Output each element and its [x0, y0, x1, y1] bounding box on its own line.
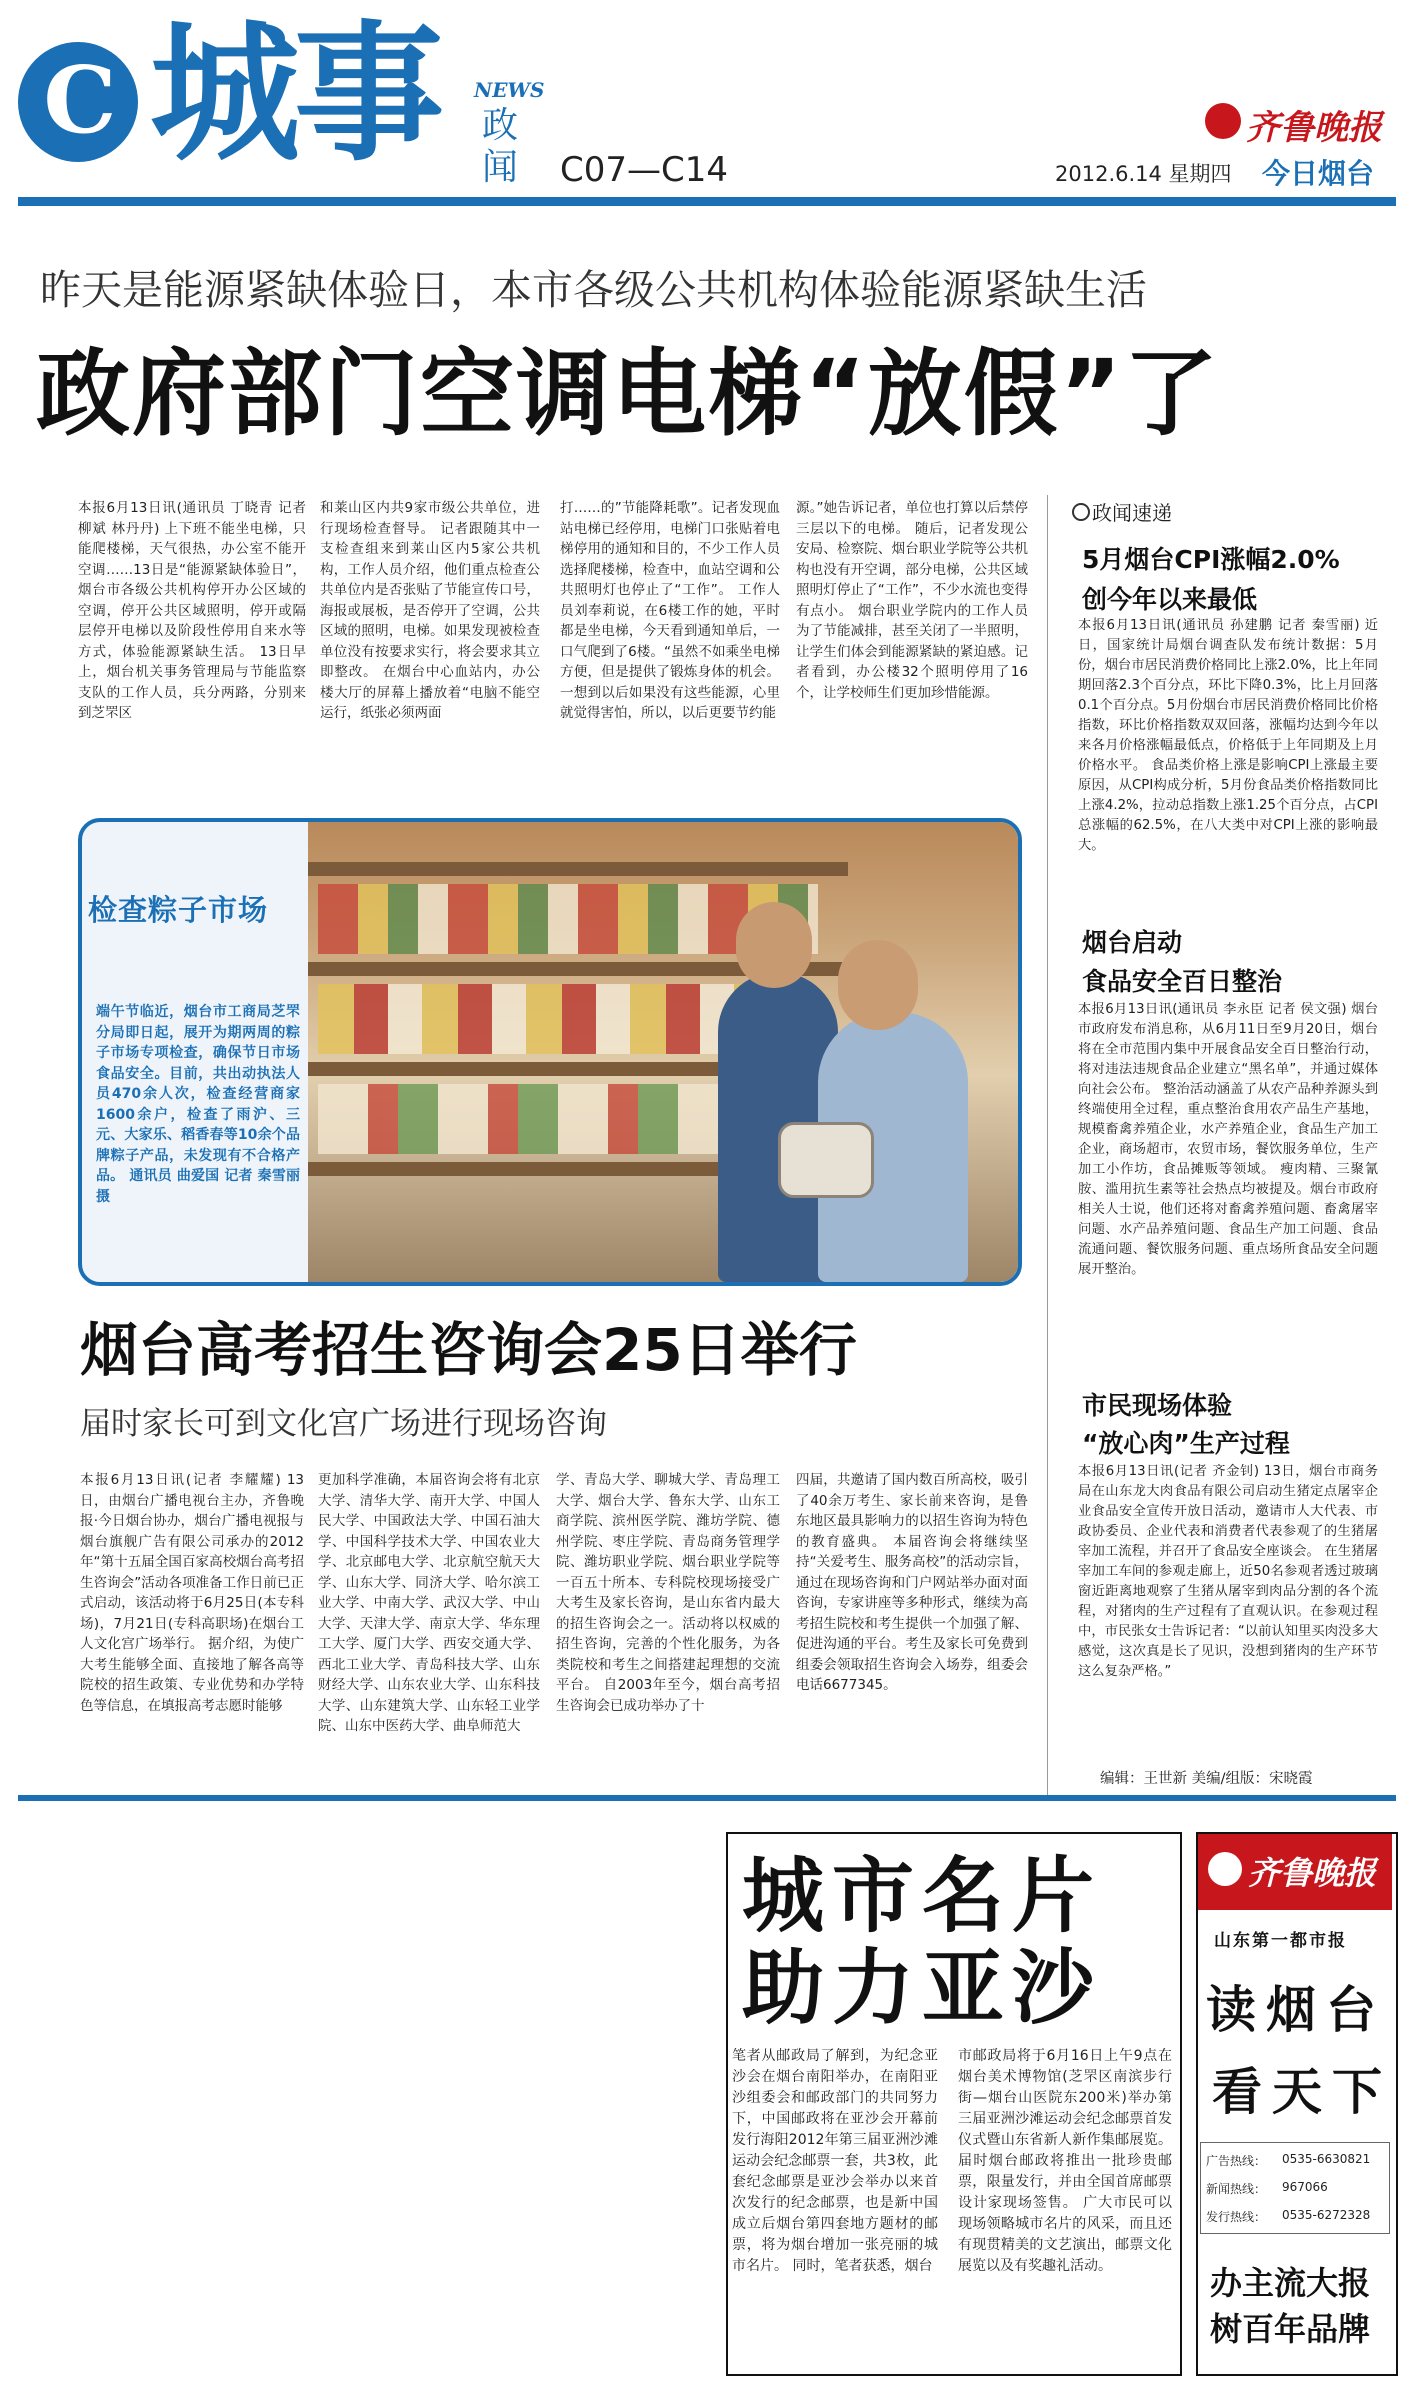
- page-range: C07—C14: [560, 150, 729, 190]
- ad-phone-2-label: 新闻热线：: [1206, 2182, 1267, 2196]
- sub-title-2: 闻: [482, 147, 519, 188]
- ad-phone-3-value: 0535-6272328: [1282, 2208, 1371, 2222]
- ad-phone-2-value: 967066: [1282, 2180, 1328, 2194]
- paper-logo-top: [1205, 103, 1241, 139]
- sidebar-item-2-title-1: 烟台启动: [1082, 928, 1183, 957]
- c-section-letter: C: [43, 46, 117, 154]
- ad-big-1: 读烟台: [1206, 1980, 1386, 2039]
- bottom-headline-2: 助力亚沙: [742, 1940, 1103, 2036]
- sidebar-item-1-title-1: 5月烟台CPI涨幅2.0%: [1082, 545, 1340, 574]
- bottom-headline-1: 城市名片: [742, 1848, 1103, 1944]
- sidebar-item-1-title-2: 创今年以来最低: [1082, 585, 1258, 614]
- bottom-column-2: 市邮政局将于6月16日上午9点在烟台美术博物馆(芝罘区南滨步行街—烟台山医院东200米)举办第三届亚洲沙滩运动会纪念邮票首发仪式暨山东省新人新作集邮展览。届时烟台邮政将推出一批珍贵邮票，限量发行，并由全国首席邮票设计家现场签售。 广大市民可以现场领略城市名片的风采，而且还有现贯精美的文艺演出，邮票文化展览以及有奖趣礼活动。: [958, 2048, 1172, 2274]
- gaokao-column-3: 学、青岛大学、聊城大学、青岛理工大学、烟台大学、鲁东大学、山东工商学院、滨州医学院、潍坊学院、德州学院、枣庄学院、青岛商务管理学院、潍坊职业学院、烟台职业学院等一百五十所本、专科院校现场接受广大考生及家长咨询，是山东省内最大的招生咨询会之一。活动将以权威的招生咨询，完善的个性化服务，为各类院校和考生之间搭建起理想的交流平台。 自2003年至今，烟台高考招生咨询会已成功举办了十: [556, 1472, 780, 1714]
- lead-column-3: 打……的”节能降耗歌”。记者发现血站电梯已经停用，电梯门口张贴着电梯停用的通知和目的，不少工作人员选择爬楼梯，检查中，血站空调和公共照明灯也停止了“工作”。 工作人员刘奉莉说，在6楼工作的她，平时都是坐电梯，今天看到通知单后，一口气爬到了6楼。“虽然不如乘坐电梯方便，但是提供了锻炼身体的机会。一想到以后如果没有这些能源，心里就觉得害怕，所以，以后更要节约能: [560, 500, 780, 721]
- gaokao-column-1: 本报6月13日讯(记者 李耀耀) 13日，由烟台广播电视台主办，齐鲁晚报·今日烟台协办，烟台广播电视报与烟台旗舰广告有限公司承办的2012年“第十五届全国百家高校烟台高考招生咨询会”活动各项准备工作日前已正式启动，该活动将于6月25日(本专科场)，7月21日(专科高职场)在烟台工人文化宫广场举行。 据介绍，为使广大考生能够全面、直接地了解各高等院校的招生政策、专业优势和办学特色等信息，在填报高考志愿时能够: [80, 1472, 304, 1714]
- lead-column-4: 源。”她告诉记者，单位也打算以后禁停三层以下的电梯。 随后，记者发现公安局、检察院、烟台职业学院等公共机构也没有开空调，部分电梯，公共区域照明灯停止了“工作”，不少水流也变得有点小。 烟台职业学院内的工作人员为了节能减排，甚至关闭了一半照明，让学生们体会到能源紧缺的紧迫感。记者看到，办公楼32个照明停用了16个，让学校师生们更加珍惜能源。: [796, 500, 1028, 701]
- market-photo: [308, 822, 1022, 1282]
- ad-paper-name: 齐鲁晚报: [1248, 1854, 1377, 1892]
- sidebar-item-3-title-1: 市民现场体验: [1082, 1391, 1233, 1420]
- ad-logo-icon: [1208, 1852, 1242, 1886]
- ad-phone-1-label: 广告热线：: [1206, 2154, 1267, 2168]
- ad-big-2: 看天下: [1212, 2062, 1392, 2121]
- section-title: 城事: [150, 8, 439, 182]
- sidebar-item-3-title-2: “放心肉”生产过程: [1082, 1429, 1290, 1458]
- inspector-back-head: [736, 902, 812, 988]
- issue-date: 2012.6.14 星期四: [1055, 162, 1232, 186]
- sidebar-header: 政闻速递: [1092, 501, 1172, 525]
- sub-title-1: 政: [482, 105, 519, 146]
- photo-title: 检查粽子市场: [88, 893, 269, 927]
- shelf-1: [308, 862, 848, 876]
- goods-row-2: [318, 984, 778, 1054]
- sidebar-item-2-title-2: 食品安全百日整治: [1082, 967, 1283, 996]
- sidebar-header-icon: [1072, 503, 1090, 521]
- bottom-column-1: 笔者从邮政局了解到，为纪念亚沙会在烟台南阳举办，在南阳亚沙组委会和邮政部门的共同努力下，中国邮政将在亚沙会开幕前发行海阳2012年第三届亚洲沙滩运动会纪念邮票一套，共3枚，此套纪念邮票是亚沙会举办以来首次发行的纪念邮票，也是新中国成立后烟台第四套地方题材的邮票，将为烟台增加一张亮丽的城市名片。 同时，笔者获悉，烟台: [732, 2048, 938, 2274]
- sidebar-item-3-body: 本报6月13日讯(记者 齐金钊) 13日，烟台市商务局在山东龙大肉食品有限公司启动生猪定点屠宰企业食品安全宣传开放日活动，邀请市人大代表、市政协委员、企业代表和消费者代表参观了的生猪屠宰加工流程，并召开了食品安全座谈会。 在生猪屠宰加工车间的参观走廊上，近50名参观者透过玻璃窗近距离地观察了生猪从屠宰到肉品分割的各个流程，对猪肉的生产过程有了直观认识。在参观过程中，市民张女士告诉记者：“以前认知里买肉没多大感觉，这次真是长了见识，没想到猪肉的生产环节这么复杂严格。”: [1078, 1464, 1378, 1679]
- ad-phone-3-label: 发行热线：: [1206, 2210, 1267, 2224]
- news-label: NEWS: [474, 78, 545, 102]
- gaokao-column-2: 更加科学准确，本届咨询会将有北京大学、清华大学、南开大学、中国人民大学、中国政法大学、中国石油大学、中国科学技术大学、中国农业大学、北京邮电大学、北京航空航天大学、山东大学、同济大学、哈尔滨工业大学、中南大学、武汉大学、中山大学、天津大学、南京大学、华东理工大学、厦门大学、西安交通大学、西北工业大学、青岛科技大学、山东财经大学、山东农业大学、山东科技大学、山东建筑大学、山东轻工业学院、山东中医药大学、曲阜师范大: [318, 1472, 540, 1734]
- photo-caption: 端午节临近，烟台市工商局芝罘分局即日起，展开为期两周的粽子市场专项检查，确保节日市场食品安全。目前，共出动执法人员470余人次，检查经营商家1600余户，检查了雨沪、三元、大家乐、稻香春等10余个品牌粽子产品，未发现有不合格产品。 通讯员 曲爱国 记者 秦雪丽 摄: [96, 1004, 300, 1205]
- shelf-4: [308, 1162, 748, 1176]
- photo-block: [78, 818, 1022, 1286]
- ad-slogan-2: 树百年品牌: [1210, 2310, 1371, 2348]
- lead-column-2: 和莱山区内共9家市级公共单位，进行现场检查督导。 记者跟随其中一支检查组来到莱山区内5家公共机构，工作人员介绍，他们重点检查公共单位内是否张贴了节能宣传口号，海报或展板，是否停开了空调，公共区域的照明，电梯。如果发现被检查单位没有按要求实行，将会要求其立即整改。 在烟台中心血站内，办公楼大厅的屏幕上播放着“电脑不能空运行，纸张必须两面: [320, 500, 540, 721]
- gaokao-column-4: 四届，共邀请了国内数百所高校，吸引了40余万考生、家长前来咨询，是鲁东地区最具影响力的以招生咨询为特色的教育盛典。 本届咨询会将继续坚持“关爱考生、服务高校”的活动宗旨，通过在现场咨询和门户网站举办面对面咨询，专家讲座等多种形式，继续为高考招生院校和考生提供一个加强了解、促进沟通的平台。考生及家长可免费到组委会领取招生咨询会入场券，组委会电话6677345。: [796, 1472, 1028, 1693]
- sidebar-item-2-body: 本报6月13日讯(通讯员 李永臣 记者 侯文强) 烟台市政府发布消息称，从6月11日至9月20日，烟台将在全市范围内集中开展食品安全百日整治行动，将对违法违规食品企业建立“黑名单”，并通过媒体向社会公布。 整治活动涵盖了从农产品种养源头到终端使用全过程，重点整治食用农产品生产基地，规模畜禽养殖企业，水产养殖企业，食品生产加工企业，商场超市，农贸市场，餐饮服务单位，生产加工小作坊，食品摊贩等领域。 瘦肉精、三聚氰胺、滥用抗生素等社会热点均被提及。烟台市政府相关人士说，他们还将对畜禽养殖问题、畜禽屠宰问题、水产品养殖问题、食品生产加工问题、食品流通问题、餐饮服务问题、重点场所食品安全问题展开整治。: [1078, 1002, 1378, 1277]
- bottom-rule: [18, 1795, 1396, 1801]
- ad-slogan-1: 办主流大报: [1210, 2264, 1371, 2302]
- lead-column-1: 本报6月13日讯(通讯员 丁晓青 记者 柳斌 林丹丹) 上下班不能坐电梯，只能爬楼梯，天气很热，办公室不能开空调……13日是“能源紧缺体验日”，烟台市各级公共机构停开办公区域的空调，停开公共区域照明，停开或隔层停开电梯以及阶段性停用自来水等方式，体验能源紧缺生活。 13日早上，烟台机关事务管理局与节能监察支队的工作人员，兵分两路，分别来到芝罘区: [78, 500, 306, 721]
- goods-row-3: [318, 1084, 738, 1154]
- ad-phone-1-value: 0535-6630821: [1282, 2152, 1371, 2166]
- shelf-3: [308, 1062, 788, 1076]
- gaokao-subhead: 届时家长可到文化宫广场进行现场咨询: [80, 1406, 607, 1442]
- inspector-front-head: [838, 940, 918, 1030]
- sidebar-divider: [1047, 495, 1048, 1795]
- gaokao-headline: 烟台高考招生咨询会25日举行: [80, 1316, 857, 1384]
- ad-slogan-top: 山东第一都市报: [1214, 1931, 1347, 1951]
- lead-headline: 政府部门空调电梯“放假”了: [36, 340, 1220, 449]
- masthead-rule: [18, 197, 1396, 206]
- basket-item: [778, 1122, 874, 1198]
- paper-name-top: 齐鲁晚报: [1246, 108, 1382, 148]
- editor-credit: 编辑：王世新 美编/组版：宋晓霞: [1100, 1771, 1313, 1787]
- lead-kicker: 昨天是能源紧缺体验日，本市各级公共机构体验能源紧缺生活: [40, 266, 1147, 314]
- sidebar-item-1-body: 本报6月13日讯(通讯员 孙建鹏 记者 秦雪丽) 近日，国家统计局烟台调查队发布统计数据：5月份，烟台市居民消费价格同比上涨2.0%，比上年同期回落2.3个百分点，环比下降0.3%，比上月回落0.1个百分点。5月份烟台市居民消费价格同比价格指数，环比价格指数双双回落，涨幅均达到今年以来各月价格涨幅最低点，价格低于上年同期及上月价格水平。 食品类价格上涨是影响CPI上涨最主要原因，从CPI构成分析，5月份食品类价格指数同比上涨4.2%，拉动总指数上涨1.25个百分点，占CPI总涨幅的62.5%，在八大类中对CPI上涨的影响最大。: [1078, 618, 1378, 853]
- edition-name: 今日烟台: [1262, 157, 1375, 190]
